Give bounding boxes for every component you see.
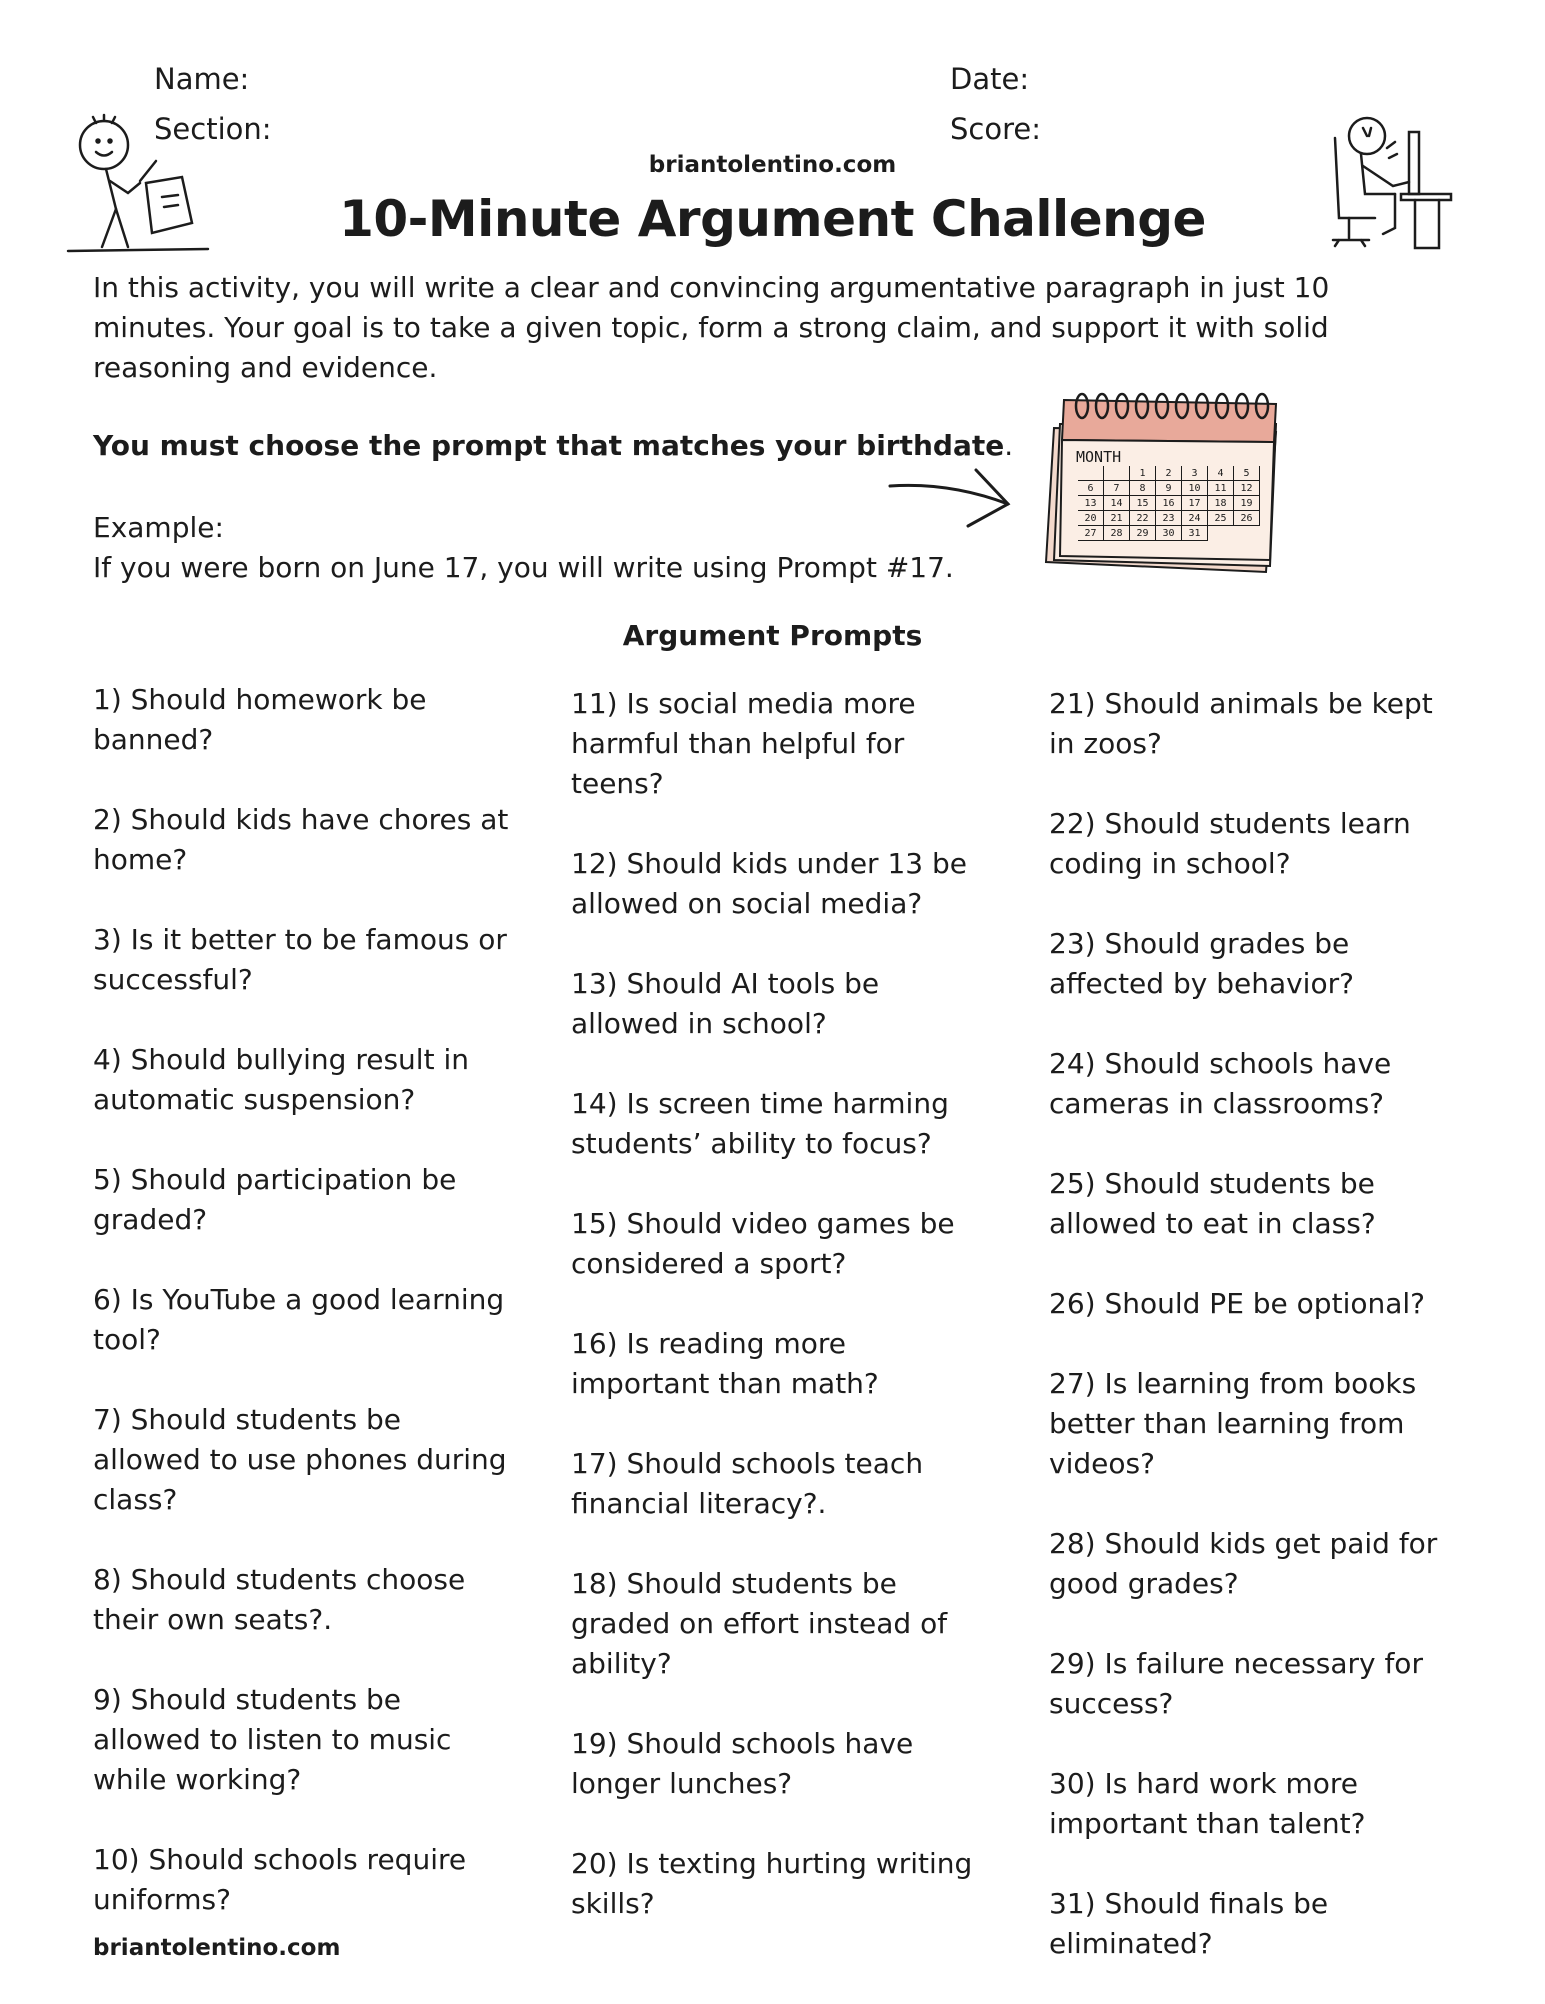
intro-paragraph: In this activity, you will write a clear and convincing argumentative paragraph in just 10 minutes. Your goal is to take a given topic, form a strong claim, and support it with solid reasoning and evidence. [93,271,1330,384]
prompt-item: 29) Is failure necessary for success? [1049,1647,1423,1720]
prompt-item: 14) Is screen time harming students’ ability to focus? [571,1087,949,1160]
prompt-item: 9) Should students be allowed to listen to music while working? [93,1683,452,1796]
name-label: Name: [154,62,250,96]
prompt-item: 10) Should schools require uniforms? [93,1843,467,1916]
prompt-item: 26) Should PE be optional? [1049,1287,1426,1320]
prompt-item: 27) Is learning from books better than learning from videos? [1049,1367,1417,1480]
prompt-item: 11) Is social media more harmful than helpful for teens? [571,687,916,800]
calendar-day: 3 [1182,466,1208,481]
calendar-day: 10 [1182,481,1208,496]
section-label: Section: [154,112,272,146]
prompt-item: 6) Is YouTube a good learning tool? [93,1283,505,1356]
prompt-item: 17) Should schools teach financial literacy?. [571,1447,924,1520]
prompt-item: 7) Should students be allowed to use phones during class? [93,1403,507,1516]
calendar-day: 1 [1130,466,1156,481]
calendar-day: 11 [1208,481,1234,496]
calendar-day: 27 [1078,526,1104,541]
calendar-day: 5 [1234,466,1260,481]
prompt-item: 16) Is reading more important than math? [571,1327,879,1400]
calendar-day: 8 [1130,481,1156,496]
prompt-item: 30) Is hard work more important than talent? [1049,1767,1366,1840]
calendar-day: 22 [1130,511,1156,526]
example-block [93,508,954,588]
prompt-item: 15) Should video games be considered a sport? [571,1207,955,1280]
example-label: Example: [93,511,224,544]
calendar-day: 9 [1156,481,1182,496]
calendar-day: 2 [1156,466,1182,481]
birthdate-instruction-period: . [1004,429,1014,462]
date-label: Date: [950,62,1030,96]
calendar-day: 17 [1182,496,1208,511]
arrow-icon [888,462,1018,532]
prompt-item: 22) Should students learn coding in school? [1049,807,1411,880]
calendar-month-label: MONTH [1076,448,1122,466]
prompt-item: 12) Should kids under 13 be allowed on social media? [571,847,967,920]
calendar-empty-cell [1078,466,1104,481]
prompt-item: 8) Should students choose their own seats?. [93,1563,466,1636]
prompt-item: 4) Should bullying result in automatic suspension? [93,1043,469,1116]
calendar-day: 6 [1078,481,1104,496]
calendar-day: 25 [1208,511,1234,526]
calendar-day: 4 [1208,466,1234,481]
prompts-column-2 [571,684,991,1964]
birthdate-instruction-text: You must choose the prompt that matches your birthdate [93,429,1005,462]
calendar-day: 29 [1130,526,1156,541]
calendar-day: 13 [1078,496,1104,511]
calendar-empty-cell [1104,466,1130,481]
site-url-bottom: briantolentino.com [93,1935,341,1961]
birthdate-instruction [93,429,1013,462]
calendar-day: 31 [1182,526,1208,541]
calendar-day: 14 [1104,496,1130,511]
prompt-item: 2) Should kids have chores at home? [93,803,509,876]
calendar-day: 16 [1156,496,1182,511]
prompt-item: 19) Should schools have longer lunches? [571,1727,914,1800]
example-text: If you were born on June 17, you will write using Prompt #17. [93,551,954,584]
calendar-day: 30 [1156,526,1182,541]
page-title: 10-Minute Argument Challenge [339,190,1206,248]
prompt-item: 18) Should students be graded on effort instead of ability? [571,1567,948,1680]
calendar-day: 28 [1104,526,1130,541]
prompts-column-3 [1049,684,1459,2004]
calendar-day: 18 [1208,496,1234,511]
prompt-item: 21) Should animals be kept in zoos? [1049,687,1433,760]
calendar-grid [1078,466,1264,541]
prompt-item: 24) Should schools have cameras in classrooms? [1049,1047,1392,1120]
score-label: Score: [950,112,1041,146]
prompts-heading: Argument Prompts [622,619,923,652]
calendar-day: 15 [1130,496,1156,511]
calendar-icon [1040,388,1290,580]
prompt-item: 3) Is it better to be famous or successful? [93,923,507,996]
site-url-top: briantolentino.com [648,152,897,178]
prompt-item: 5) Should participation be graded? [93,1163,457,1236]
calendar-day: 12 [1234,481,1260,496]
prompt-item: 13) Should AI tools be allowed in school? [571,967,880,1040]
prompt-item: 28) Should kids get paid for good grades? [1049,1527,1438,1600]
prompt-item: 25) Should students be allowed to eat in class? [1049,1167,1376,1240]
prompt-item: 31) Should finals be eliminated? [1049,1887,1329,1960]
calendar-day: 20 [1078,511,1104,526]
prompts-column-1 [93,680,513,1960]
calendar-day: 19 [1234,496,1260,511]
calendar-day: 21 [1104,511,1130,526]
prompt-item: 1) Should homework be banned? [93,683,427,756]
prompt-item: 20) Is texting hurting writing skills? [571,1847,973,1920]
calendar-day: 24 [1182,511,1208,526]
calendar-day: 23 [1156,511,1182,526]
calendar-day: 26 [1234,511,1260,526]
prompt-item: 23) Should grades be affected by behavior? [1049,927,1354,1000]
calendar-day: 7 [1104,481,1130,496]
